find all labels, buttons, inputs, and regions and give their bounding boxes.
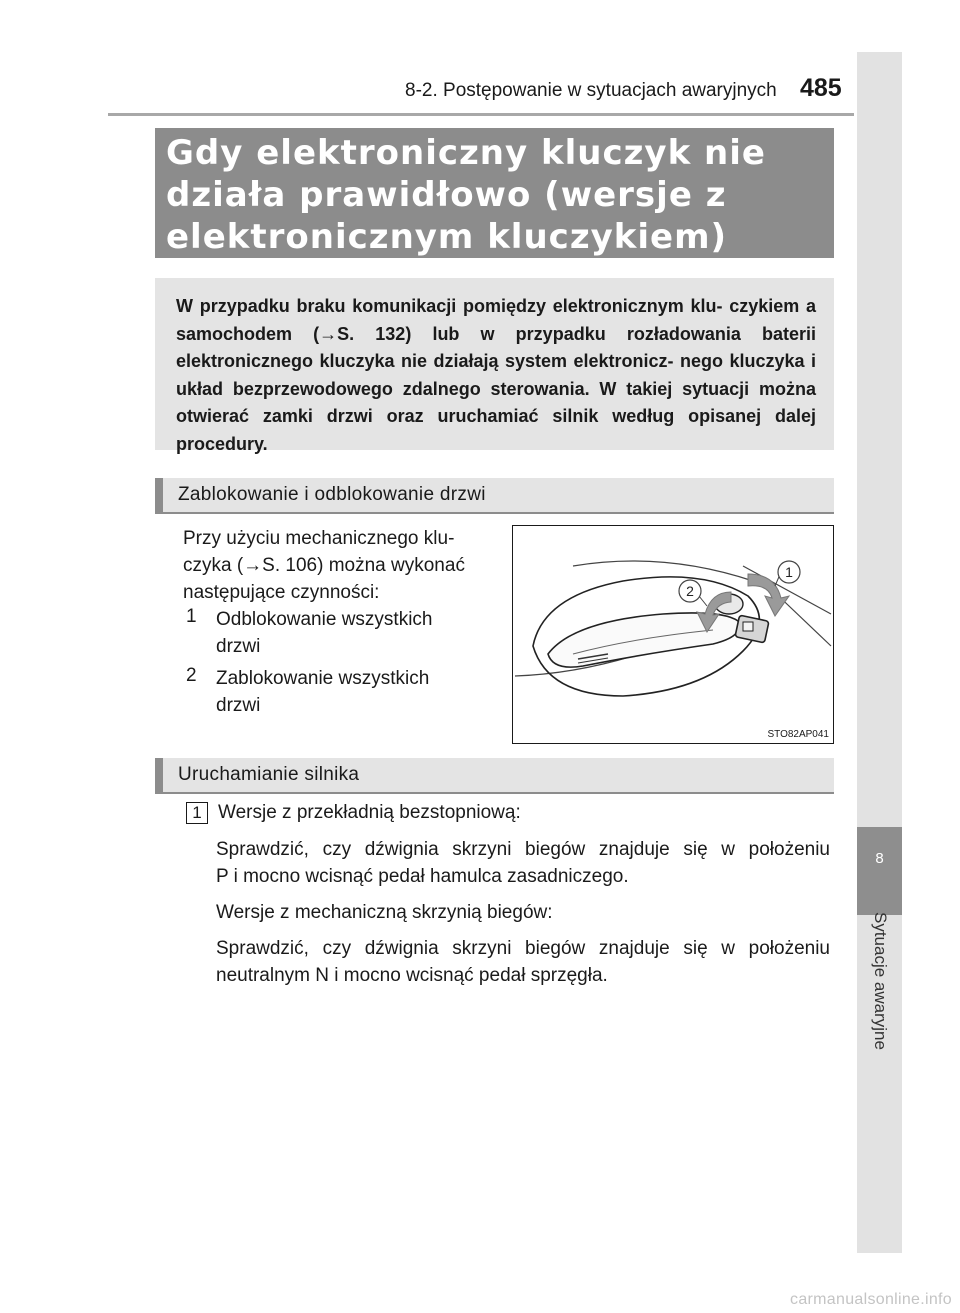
intro-text: W przypadku braku komunikacji pomiędzy elektronicznym klu- czykiem a samochodem (→S. 132) lub w przypadku rozładowania baterii elektronicznego kluczyka nie działają system elektronicz- nego kluczyka i układ bezprzewodowego zdalnego sterowania. W takiej sytuacji można otwierać zamki drzwi oraz uruchamiać silnik według opisanej dalej procedury. [176,296,816,454]
running-header: 8-2. Postępowanie w sytuacjach awaryjnych [405,80,777,101]
section-rule [155,512,834,514]
section-rule-2 [155,792,834,794]
item-1-line1: Odblokowanie wszystkich [216,609,433,630]
door-handle-illustration [513,526,832,742]
chapter-label: Sytuacje awaryjne [871,912,890,1050]
header-rule [108,113,854,116]
chapter-label-wrap [860,912,900,1142]
page-title: Gdy elektroniczny kluczyk nie działa prawidłowo (wersje z elektronicznym kluczykiem) [166,133,766,257]
doors-text-line3: następujące czynności: [183,582,380,603]
chapter-number: 8 [875,850,884,867]
intro-box [155,278,834,454]
figure-callout-1: 1 [785,564,793,580]
step-number-box: 1 [186,802,208,824]
item-number-2: 2 [186,665,197,686]
step-title: Wersje z przekładnią bezstopniową: [218,802,521,823]
title-banner [155,128,834,258]
step-p3-line2: neutralnym N i mocno wcisnąć pedał sprzęgła. [216,965,608,986]
item-number-1: 1 [186,606,197,627]
item-2-line1: Zablokowanie wszystkich [216,668,430,689]
step-p1-line2: P i mocno wcisnąć pedał hamulca zasadniczego. [216,866,629,887]
step-p2: Wersje z mechaniczną skrzynią biegów: [216,902,553,923]
doors-text-line2: czyka (→S. 106) można wykonać [183,555,465,576]
chapter-tab [857,827,902,915]
item-2-line2: drzwi [216,695,261,716]
step-p3-line1: Sprawdzić, czy dźwignia skrzyni biegów znajduje się w położeniu [216,938,830,959]
figure-callout-2: 2 [686,583,694,599]
step-p1-line1: Sprawdzić, czy dźwignia skrzyni biegów znajduje się w położeniu [216,839,830,860]
footer-watermark: carmanualsonline.info [790,1291,952,1308]
section-heading-doors-text: Zablokowanie i odblokowanie drzwi [178,484,486,505]
section-heading-engine-text: Uruchamianie silnika [178,764,360,785]
doors-text-line1: Przy użyciu mechanicznego klu- [183,528,455,549]
section-heading-doors [155,478,834,514]
section-heading-engine [155,758,834,794]
door-handle-figure [512,525,834,744]
figure-code: STO82AP041 [767,729,829,740]
page-number: 485 [800,74,842,102]
item-1-line2: drzwi [216,636,261,657]
